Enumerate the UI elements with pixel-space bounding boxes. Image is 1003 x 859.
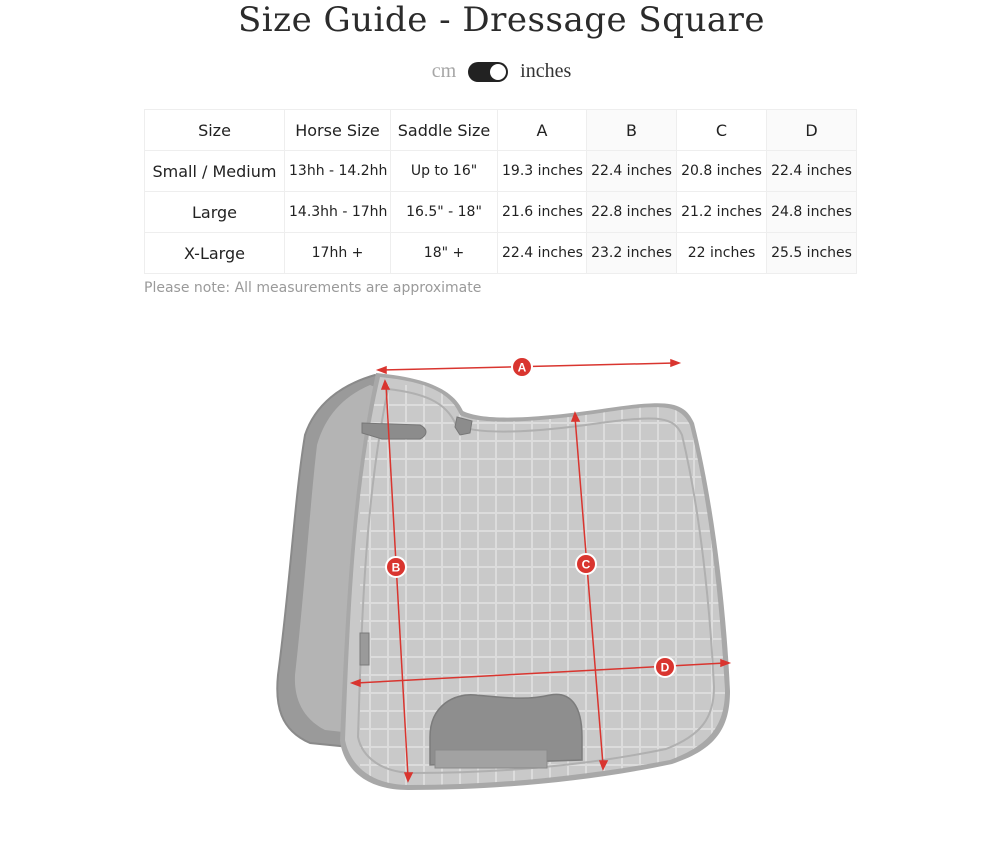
logo-label (435, 750, 547, 768)
header-saddle-size: Saddle Size (391, 110, 498, 151)
marker-b (386, 557, 406, 577)
header-a: A (498, 110, 587, 151)
table-cell: Large (145, 192, 285, 233)
unit-switch[interactable] (468, 62, 508, 82)
marker-a (512, 357, 532, 377)
header-horse-size: Horse Size (285, 110, 391, 151)
table-cell: Up to 16" (391, 151, 498, 192)
unit-inches-label[interactable]: inches (520, 60, 572, 82)
unit-toggle (0, 60, 1003, 83)
table-cell: 22.4 inches (767, 151, 857, 192)
marker-c (576, 554, 596, 574)
table-cell: 22.4 inches (498, 233, 587, 274)
table-row (145, 151, 857, 192)
table-cell: 21.2 inches (677, 192, 767, 233)
table-cell: 24.8 inches (767, 192, 857, 233)
header-b: B (587, 110, 677, 151)
table-row (145, 192, 857, 233)
table-cell: 13hh - 14.2hh (285, 151, 391, 192)
svg-text:C: C (581, 557, 591, 572)
table-cell: 16.5" - 18" (391, 192, 498, 233)
saddle-pad-diagram (270, 345, 740, 790)
table-cell: 20.8 inches (677, 151, 767, 192)
marker-d (655, 657, 675, 677)
table-header-row (145, 110, 857, 151)
table-cell: 25.5 inches (767, 233, 857, 274)
table-cell: 19.3 inches (498, 151, 587, 192)
table-cell: Small / Medium (145, 151, 285, 192)
svg-text:D: D (660, 660, 670, 675)
table-cell: 18" + (391, 233, 498, 274)
svg-text:A: A (517, 360, 527, 375)
table-cell: X-Large (145, 233, 285, 274)
header-d: D (767, 110, 857, 151)
switch-knob (490, 64, 506, 80)
table-cell: 17hh + (285, 233, 391, 274)
table-cell: 23.2 inches (587, 233, 677, 274)
header-c: C (677, 110, 767, 151)
table-cell: 22.8 inches (587, 192, 677, 233)
unit-cm-label[interactable]: cm (431, 60, 457, 82)
size-table (144, 109, 857, 274)
svg-text:B: B (391, 560, 401, 575)
table-cell: 14.3hh - 17hh (285, 192, 391, 233)
page-title: Size Guide - Dressage Square (237, 0, 766, 40)
header-size: Size (145, 110, 285, 151)
table-cell: 22.4 inches (587, 151, 677, 192)
table-cell: 22 inches (677, 233, 767, 274)
table-cell: 21.6 inches (498, 192, 587, 233)
measurement-note: Please note: All measurements are approximate (144, 280, 482, 296)
side-label (360, 633, 369, 665)
table-row (145, 233, 857, 274)
